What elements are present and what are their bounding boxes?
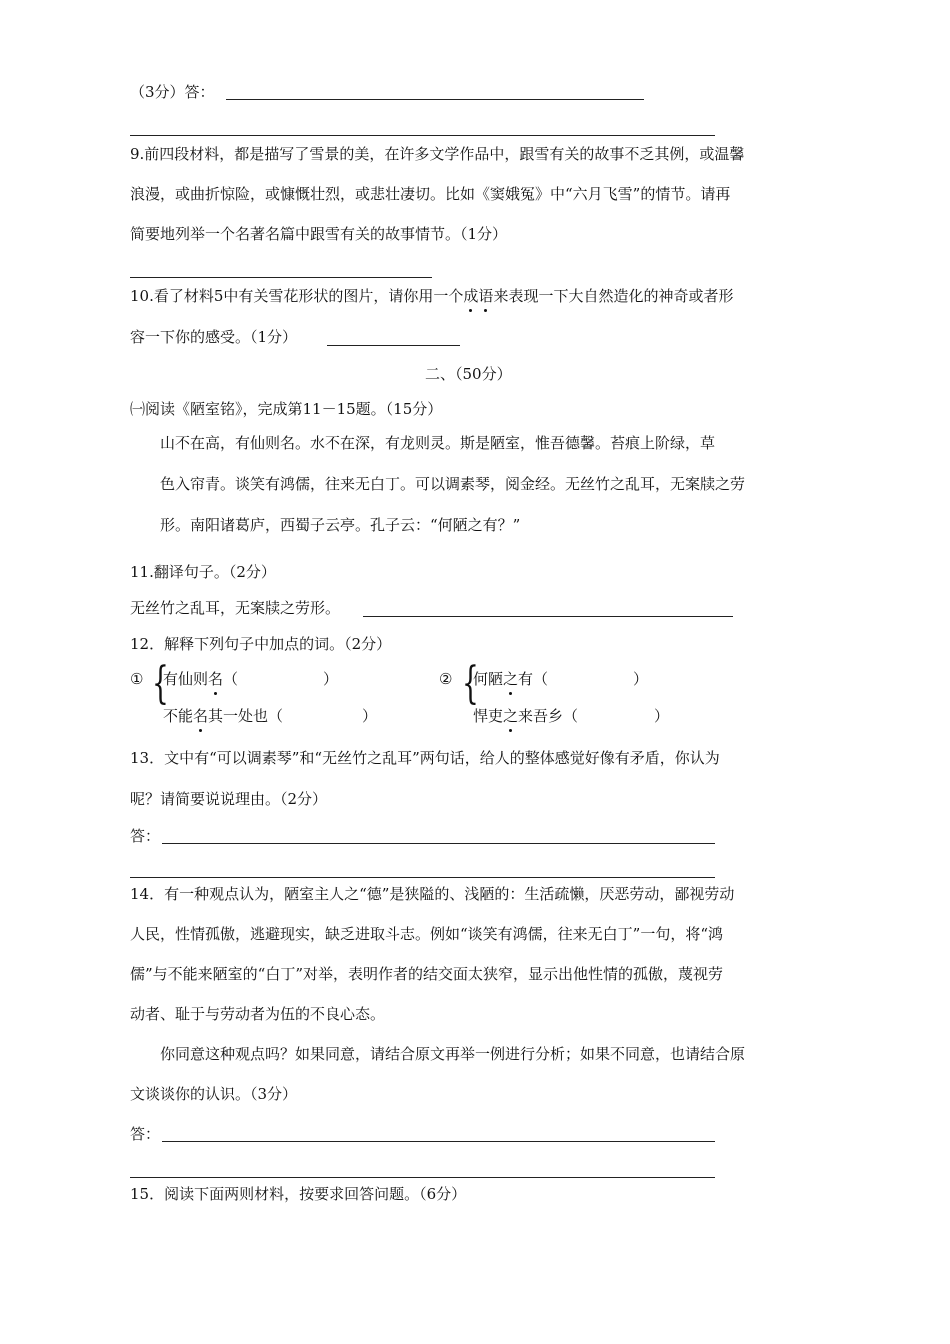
q14-text-line-6: 文谈谈你的认识。（3分） [130,1085,298,1103]
q8-answer-line-2[interactable] [130,135,715,136]
q15-title: 15．阅读下面两则材料，按要求回答问题。（6分） [130,1185,467,1203]
q11-answer-line[interactable] [363,616,733,617]
part-a-intro: ㈠阅读《陋室铭》，完成第11－15题。（15分） [130,400,443,418]
q12-item-2a-close: ） [633,670,649,688]
q12-title: 12．解释下列句子中加点的词。（2分） [130,635,392,653]
q12-item-2b-text: 悍吏 [473,707,504,725]
q12-item-2b [473,705,578,727]
q13-answer-label: 答： [130,827,161,845]
q9-text-line-2: 浪漫，或曲折惊险，或慷慨壮烈，或悲壮凄切。比如《窦娥冤》中“六月飞雪”的情节。请再 [130,185,731,203]
q9-text-line-1: 9.前四段材料，都是描写了雪景的美，在许多文学作品中，跟雪有关的故事不乏其例，或温馨 [130,145,745,163]
q12-item-1a-open: （ [223,670,239,688]
q10-dotted-char-2: 语 [478,287,494,305]
q9-text-line-3: 简要地列举一个名著名篇中跟雪有关的故事情节。（1分） [130,225,508,243]
q14-text-line-4: 动者、耻于与劳动者为伍的不良心态。 [130,1005,386,1023]
q14-answer-label: 答： [130,1125,161,1143]
q12-item-2a [473,668,548,690]
q11-sentence: 无丝竹之乱耳，无案牍之劳形。 [130,599,341,617]
q13-answer-line-2[interactable] [130,877,715,878]
q10-dotted-char-1: 成 [463,287,479,305]
q12-item-1b [163,705,283,727]
q12-item-2a-dotted-word: 之 [503,670,519,688]
passage-line-3: 形。南阳诸葛庐，西蜀子云亭。孔子云：“何陋之有？” [160,516,521,534]
q14-text-line-5: 你同意这种观点吗？如果同意，请结合原文再举一例进行分析；如果不同意，也请结合原 [160,1045,746,1063]
q12-item-2b-open: 来吾乡（ [518,707,579,725]
passage-line-1: 山不在高，有仙则名。水不在深，有龙则灵。斯是陋室，惟吾德馨。苔痕上阶绿，草 [160,434,716,452]
q9-answer-line[interactable] [130,277,432,278]
q12-item-2a-text: 何陋 [473,670,504,688]
q14-text-line-1: 14．有一种观点认为，陋室主人之“德”是狭隘的、浅陋的：生活疏懒，厌恶劳动，鄙视劳动 [130,885,735,903]
q12-item-1a [163,668,238,690]
q14-answer-line-1[interactable] [162,1141,715,1142]
q12-item-1-number: ① [130,670,144,688]
q12-item-2b-dotted-word: 之 [503,707,519,725]
q13-text-line-2: 呢？请简要说说理由。（2分） [130,790,328,808]
q11-title: 11.翻译句子。（2分） [130,563,276,581]
q14-answer-line-2[interactable] [130,1177,715,1178]
q12-item-1b-text: 不能 [163,707,194,725]
q8-answer-line-1[interactable] [226,99,644,100]
q12-item-1a-close: ） [323,670,339,688]
q13-answer-line-1[interactable] [162,843,715,844]
q10-answer-line[interactable] [327,345,460,346]
q12-item-2-number: ② [439,670,453,688]
q12-item-1b-open: 其一处也（ [208,707,284,725]
q12-brace-2: { [462,658,479,709]
q13-text-line-1: 13．文中有“可以调素琴”和“无丝竹之乱耳”两句话，给人的整体感觉好像有矛盾，你认为 [130,749,720,767]
q10-text-b: 来表现一下大自然造化的神奇或者形 [493,287,734,305]
q12-item-1b-close: ） [362,707,378,725]
passage-line-2: 色入帘青。谈笑有鸿儒，往来无白丁。可以调素琴，阅金经。无丝竹之乱耳，无案牍之劳 [160,475,746,493]
q14-text-line-2: 人民，性情孤傲，逃避现实，缺乏进取斗志。例如“谈笑有鸿儒，往来无白丁”一句，将“鸿 [130,925,724,943]
q12-item-2a-open: 有（ [518,670,549,688]
q10-text-line-2: 容一下你的感受。（1分） [130,328,298,346]
q8-score-label: （3分）答： [130,83,215,101]
q10-text-a: 10.看了材料5中有关雪花形状的图片，请你用一个 [130,287,464,305]
q10-text-line-1 [130,285,733,307]
q12-item-1a-text: 有仙则 [163,670,209,688]
section-title: 二、（50分） [425,365,512,383]
q12-item-2b-close: ） [654,707,670,725]
q12-item-1b-dotted-word: 名 [193,707,209,725]
q12-item-1a-dotted-word: 名 [208,670,224,688]
q12-brace-1: { [152,658,169,709]
q14-text-line-3: 儒”与不能来陋室的“白丁”对举，表明作者的结交面太狭窄，显示出他性情的孤傲，蔑视劳 [130,965,724,983]
